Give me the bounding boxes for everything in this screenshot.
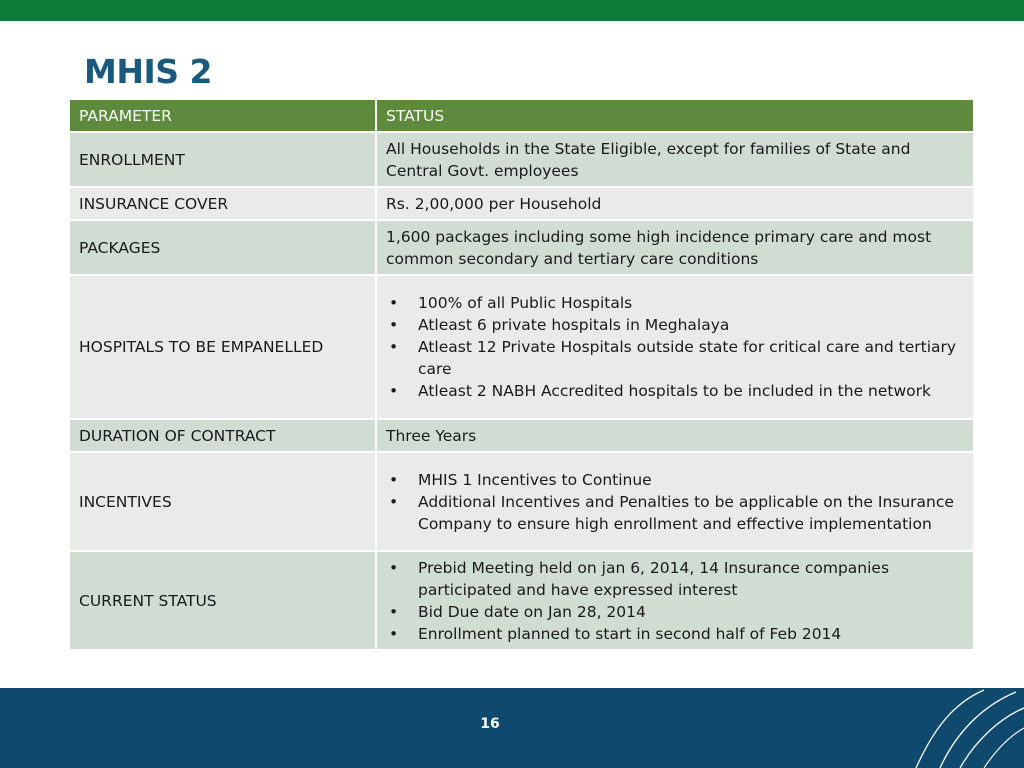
parameter-cell: INSURANCE COVER (69, 187, 376, 220)
bullet-item: • Bid Due date on Jan 28, 2014 (386, 601, 964, 623)
top-accent-bar (0, 0, 1024, 21)
bullet-item: • Atleast 6 private hospitals in Meghalaya (386, 314, 964, 336)
parameter-cell: ENROLLMENT (69, 132, 376, 187)
status-cell: Rs. 2,00,000 per Household (376, 187, 974, 220)
table-row (69, 132, 974, 187)
status-cell (376, 551, 974, 650)
slide-title: MHIS 2 (84, 52, 212, 91)
bullet-item: • 100% of all Public Hospitals (386, 292, 964, 314)
bullet-item: • Additional Incentives and Penalties to be applicable on the Insurance Company to ensure high enrollment and effective implementation (386, 491, 964, 535)
table-row (69, 551, 974, 650)
bullet-list (386, 557, 964, 645)
bullet-item: • Atleast 12 Private Hospitals outside state for critical care and tertiary care (386, 336, 964, 380)
page-number: 16 (480, 716, 500, 732)
bullet-item: • MHIS 1 Incentives to Continue (386, 469, 964, 491)
decorative-swoosh-icon (904, 688, 1024, 768)
header-status: STATUS (376, 99, 974, 132)
parameter-cell: HOSPITALS TO BE EMPANELLED (69, 275, 376, 419)
parameter-cell: INCENTIVES (69, 452, 376, 551)
status-cell (376, 275, 974, 419)
table-header-row (69, 99, 974, 132)
parameter-cell: DURATION OF CONTRACT (69, 419, 376, 452)
bullet-item: • Enrollment planned to start in second half of Feb 2014 (386, 623, 964, 645)
status-cell (376, 452, 974, 551)
table-row (69, 452, 974, 551)
status-cell: 1,600 packages including some high incidence primary care and most common secondary and tertiary care conditions (376, 220, 974, 275)
bullet-list (386, 469, 964, 535)
status-cell: All Households in the State Eligible, except for families of State and Central Govt. employees (376, 132, 974, 187)
bullet-list (386, 292, 964, 402)
mhis-table (68, 98, 975, 651)
table-row (69, 275, 974, 419)
table-row (69, 419, 974, 452)
table-row (69, 187, 974, 220)
bullet-item: • Prebid Meeting held on jan 6, 2014, 14 Insurance companies participated and have expressed interest (386, 557, 964, 601)
footer-bar (0, 688, 1024, 768)
header-parameter: PARAMETER (69, 99, 376, 132)
parameter-cell: PACKAGES (69, 220, 376, 275)
parameter-cell: CURRENT STATUS (69, 551, 376, 650)
table-row (69, 220, 974, 275)
bullet-item: • Atleast 2 NABH Accredited hospitals to be included in the network (386, 380, 964, 402)
status-cell: Three Years (376, 419, 974, 452)
